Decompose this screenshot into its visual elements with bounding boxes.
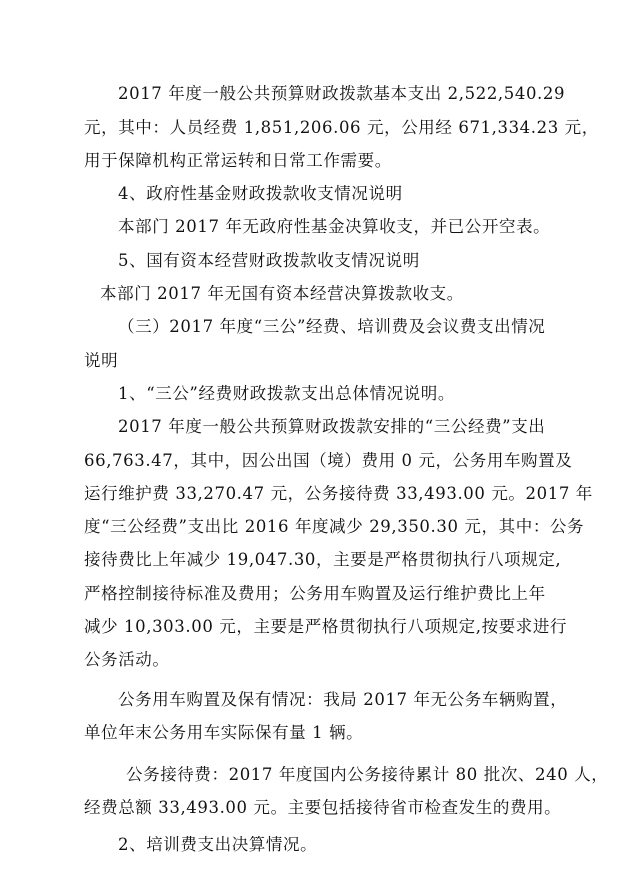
paragraph-line: 66,763.47，其中，因公出国（境）费用 0 元，公务用车购置及: [84, 451, 573, 470]
paragraph-line: 2017 年度一般公共预算财政拨款基本支出 2,522,540.29: [118, 84, 566, 103]
paragraph-line: 用于保障机构正常运转和日常工作需要。: [84, 151, 392, 170]
paragraph-line: 单位年末公务用车实际保有量 1 辆。: [84, 723, 364, 742]
paragraph-line: 严格控制接待标准及费用；公务用车购置及运行维护费比上年: [84, 584, 546, 603]
section-heading: 5、国有资本经营财政拨款收支情况说明: [118, 251, 420, 270]
section-heading: 4、政府性基金财政拨款收支情况说明: [118, 184, 403, 203]
paragraph-line: 经费总额 33,493.00 元。主要包括接待省市检查发生的费用。: [84, 798, 562, 817]
paragraph-line: 减少 10,303.00 元，主要是严格贯彻执行八项规定,按要求进行: [84, 617, 568, 636]
paragraph-line: 度“三公经费”支出比 2016 年度减少 29,350.30 元，其中：公务: [84, 517, 585, 536]
paragraph-line: 公务接待费：2017 年度国内公务接待累计 80 批次、240 人，: [126, 765, 609, 784]
section-heading: （三）2017 年度“三公”经费、培训费及会议费支出情况: [118, 317, 546, 336]
paragraph-line: 运行维护费 33,270.47 元，公务接待费 33,493.00 元。2017 年: [84, 484, 593, 503]
section-heading: 2、培训费支出决算情况。: [118, 835, 318, 854]
paragraph-line: 公务活动。: [84, 650, 170, 669]
paragraph-line: 本部门 2017 年无政府性基金决算收支，并已公开空表。: [118, 217, 551, 236]
paragraph-line: 公务用车购置及保有情况：我局 2017 年无公务车辆购置，: [118, 690, 568, 709]
paragraph-line: 元，其中：人员经费 1,851,206.06 元，公用经 671,334.23 元，: [84, 118, 599, 137]
section-heading: 1、“三公”经费财政拨款支出总体情况说明。: [118, 384, 455, 403]
section-heading: 说明: [84, 351, 119, 370]
paragraph-line: 接待费比上年减少 19,047.30，主要是严格贯彻执行八项规定,: [84, 550, 562, 569]
paragraph-line: 本部门 2017 年无国有资本经营决算拨款收支。: [100, 284, 464, 303]
paragraph-line: 2017 年度一般公共预算财政拨款安排的“三公经费”支出: [118, 417, 546, 436]
